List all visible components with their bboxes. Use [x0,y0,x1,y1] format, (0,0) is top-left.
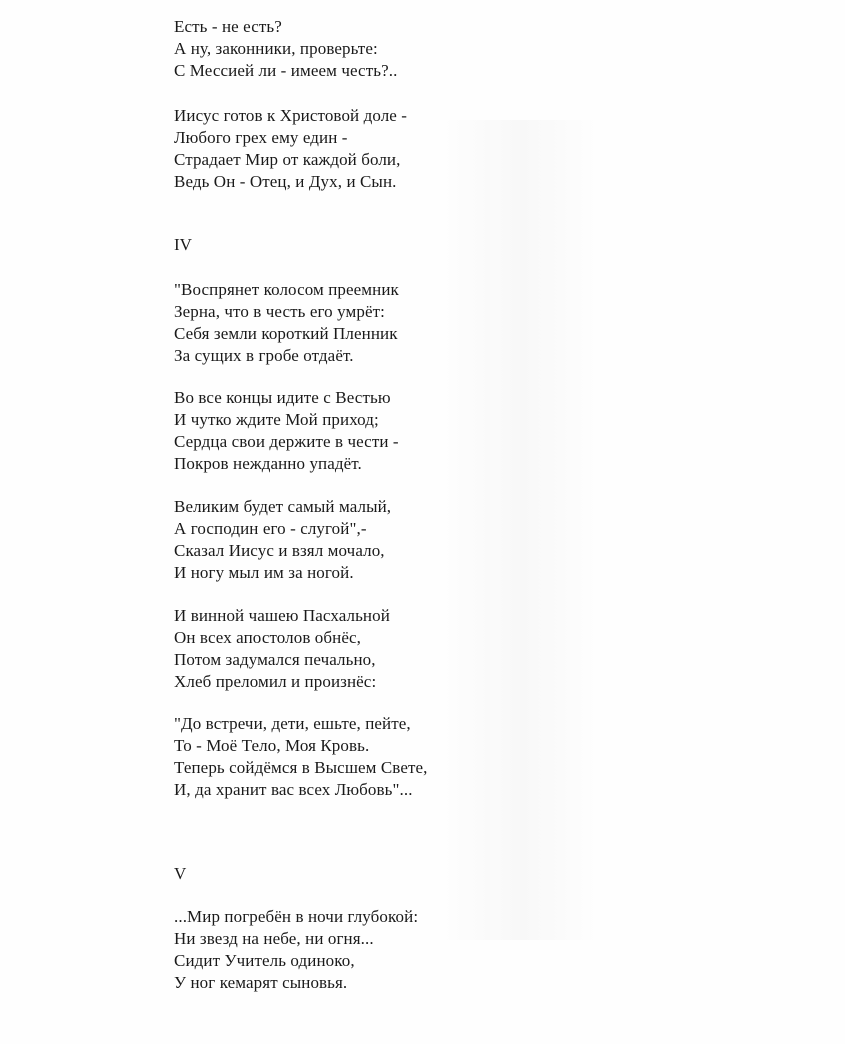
poem-line: Иисус готов к Христовой доле - [174,106,408,125]
poem-line: У ног кемарят сыновья. [174,973,348,992]
poem-line: Во все концы идите с Вестью [174,388,391,407]
poem-line: Сердца свои держите в чести - [174,432,399,451]
poem-line: Ведь Он - Отец, и Дух, и Сын. [174,172,397,191]
poem-line: ...Мир погребён в ночи глубокой: [174,907,419,926]
poem-line: Ни звезд на небе, ни огня... [174,929,374,948]
poem-line: Потом задумался печально, [174,650,376,669]
poem-line: За сущих в гробе отдаёт. [174,346,354,365]
poem-line: С Мессией ли - имеем честь?.. [174,61,398,80]
poem-line: Сказал Иисус и взял мочало, [174,541,385,560]
poem-line: Зерна, что в честь его умрёт: [174,302,385,321]
poem-line: Сидит Учитель одиноко, [174,951,355,970]
poem-line: Страдает Мир от каждой боли, [174,150,401,169]
poem-line: То - Моё Тело, Моя Кровь. [174,736,370,755]
poem-line: Есть - не есть? [174,17,282,36]
poem-line: И, да хранит вас всех Любовь"... [174,780,413,799]
poem-line: Великим будет самый малый, [174,497,392,516]
poem-line: Себя земли короткий Пленник [174,324,398,343]
poem-line: "До встречи, дети, ешьте, пейте, [174,714,411,733]
section-heading-v: V [174,864,187,883]
poem-line: "Воспрянет колосом преемник [174,280,399,299]
poem-line: Он всех апостолов обнёс, [174,628,361,647]
section-heading-iv: IV [174,235,192,254]
poem-line: И чутко ждите Мой приход; [174,410,379,429]
poem-line: Любого грех ему един - [174,128,348,147]
poem-line: Покров нежданно упадёт. [174,454,362,473]
poem-line: А господин его - слугой",- [174,519,367,538]
poem-line: Теперь сойдёмся в Высшем Свете, [174,758,428,777]
poem-line: А ну, законники, проверьте: [174,39,378,58]
poem-line: И винной чашею Пасхальной [174,606,390,625]
poem-line: И ногу мыл им за ногой. [174,563,354,582]
poem-line: Хлеб преломил и произнёс: [174,672,377,691]
scan-shadow [440,120,600,940]
